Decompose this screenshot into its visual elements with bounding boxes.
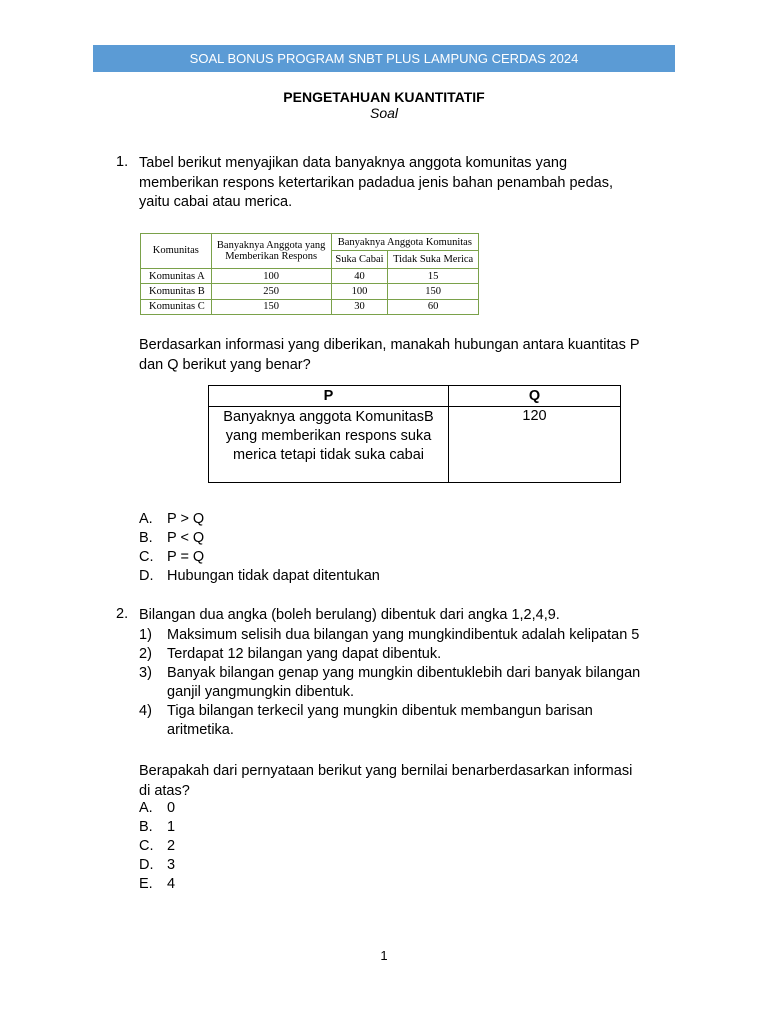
p-line: yang memberikan respons suka [225, 428, 432, 444]
cell-respons: 100 [211, 268, 331, 283]
section-subtitle: Soal [369, 105, 399, 121]
cell-respons: 250 [211, 284, 331, 299]
prompt-line: dan Q berikut yang benar? [139, 356, 311, 373]
option-c[interactable] [139, 838, 175, 854]
cell-tidak-merica: 150 [388, 284, 479, 299]
option-text: P < Q [167, 530, 205, 546]
cell-name: Komunitas C [141, 299, 212, 314]
table-row [141, 299, 479, 314]
statement-1 [139, 626, 684, 645]
question-1-intro [139, 154, 679, 213]
question-2-prompt [139, 762, 679, 801]
q-header: Q [449, 386, 621, 407]
community-data-table [140, 233, 479, 315]
question-2-intro: Bilangan dua angka (boleh berulang) dibentuk dari angka 1,2,4,9. [139, 607, 560, 623]
prompt-line: Berapakah dari pernyataan berikut yang bernilai benarberdasarkan informasi [139, 763, 633, 779]
header-anggota [211, 234, 331, 269]
option-label: A. [139, 511, 153, 527]
header-suka-cabai: Suka Cabai [331, 251, 388, 268]
option-label: E. [139, 876, 153, 892]
table-row [141, 284, 479, 299]
cell-cabai: 100 [331, 284, 388, 299]
statement-number: 2) [139, 646, 152, 662]
cell-tidak-merica: 15 [388, 268, 479, 283]
option-a[interactable] [139, 511, 204, 527]
header-tidak-suka-merica: Tidak Suka Merica [388, 251, 479, 268]
statement-line: Tiga bilangan terkecil yang mungkin dibentuk membangun barisan [167, 703, 593, 719]
statement-line: aritmetika. [167, 722, 234, 738]
option-text: 4 [167, 876, 176, 892]
option-text: Hubungan tidak dapat ditentukan [167, 568, 380, 584]
option-text: 3 [167, 857, 176, 873]
intro-line: yaitu cabai atau merica. [139, 194, 293, 210]
p-line: Banyaknya anggota KomunitasB [223, 409, 434, 425]
statement-line: Banyak bilangan genap yang mungkin dibentuklebih dari banyak bilangan [167, 665, 641, 681]
question-1-number: 1. [116, 154, 129, 170]
q-value: 120 [449, 407, 621, 483]
prompt-line: di atas? [139, 782, 190, 799]
option-text: 2 [167, 838, 176, 854]
option-e[interactable] [139, 876, 175, 892]
option-text: 1 [167, 819, 176, 835]
statement-3 [139, 664, 684, 702]
cell-name: Komunitas B [141, 284, 212, 299]
header-komunitas: Komunitas [141, 234, 212, 269]
section-title: PENGETAHUAN KUANTITATIF [283, 89, 485, 105]
option-d[interactable] [139, 568, 380, 584]
option-label: B. [139, 819, 153, 835]
statement-number: 1) [139, 627, 152, 643]
question-2-number: 2. [116, 606, 129, 622]
statement-4 [139, 702, 684, 740]
cell-name: Komunitas A [141, 268, 212, 283]
option-label: D. [139, 568, 154, 584]
statement-2 [139, 645, 684, 664]
option-text: P = Q [167, 549, 205, 565]
option-text: 0 [167, 800, 176, 816]
option-a[interactable] [139, 800, 175, 816]
option-d[interactable] [139, 857, 175, 873]
header-anggota-line: Memberikan Respons [225, 250, 318, 262]
option-c[interactable] [139, 549, 204, 565]
statement-number: 4) [139, 703, 152, 719]
cell-cabai: 30 [331, 299, 388, 314]
statement-line: ganjil yangmungkin dibentuk. [167, 684, 355, 700]
cell-tidak-merica: 60 [388, 299, 479, 314]
option-b[interactable] [139, 530, 204, 546]
intro-line: memberikan respons ketertarikan padadua jenis bahan penambah pedas, [139, 174, 613, 191]
prompt-line: Berdasarkan informasi yang diberikan, manakah hubungan antara kuantitas P [139, 337, 640, 353]
p-header: P [209, 386, 449, 407]
header-group: Banyaknya Anggota Komunitas [331, 234, 478, 251]
statement-line: Maksimum selisih dua bilangan yang mungkindibentuk adalah kelipatan 5 [167, 627, 640, 643]
option-b[interactable] [139, 819, 175, 835]
p-line: merica tetapi tidak suka cabai [232, 447, 424, 463]
header-banner: SOAL BONUS PROGRAM SNBT PLUS LAMPUNG CERDAS 2024 [93, 45, 675, 72]
option-label: C. [139, 549, 154, 565]
p-description [209, 407, 449, 483]
intro-line: Tabel berikut menyajikan data banyaknya anggota komunitas yang [139, 155, 568, 171]
question-1-prompt [139, 336, 679, 375]
page-number: 1 [380, 948, 388, 963]
cell-cabai: 40 [331, 268, 388, 283]
header-anggota-line: Banyaknya Anggota yang [216, 239, 326, 251]
option-label: B. [139, 530, 153, 546]
table-row [141, 268, 479, 283]
pq-comparison-table [208, 385, 621, 483]
option-label: C. [139, 838, 154, 854]
cell-respons: 150 [211, 299, 331, 314]
option-text: P > Q [167, 511, 205, 527]
option-label: A. [139, 800, 153, 816]
option-label: D. [139, 857, 154, 873]
statement-line: Terdapat 12 bilangan yang dapat dibentuk. [167, 646, 442, 662]
statement-number: 3) [139, 665, 152, 681]
